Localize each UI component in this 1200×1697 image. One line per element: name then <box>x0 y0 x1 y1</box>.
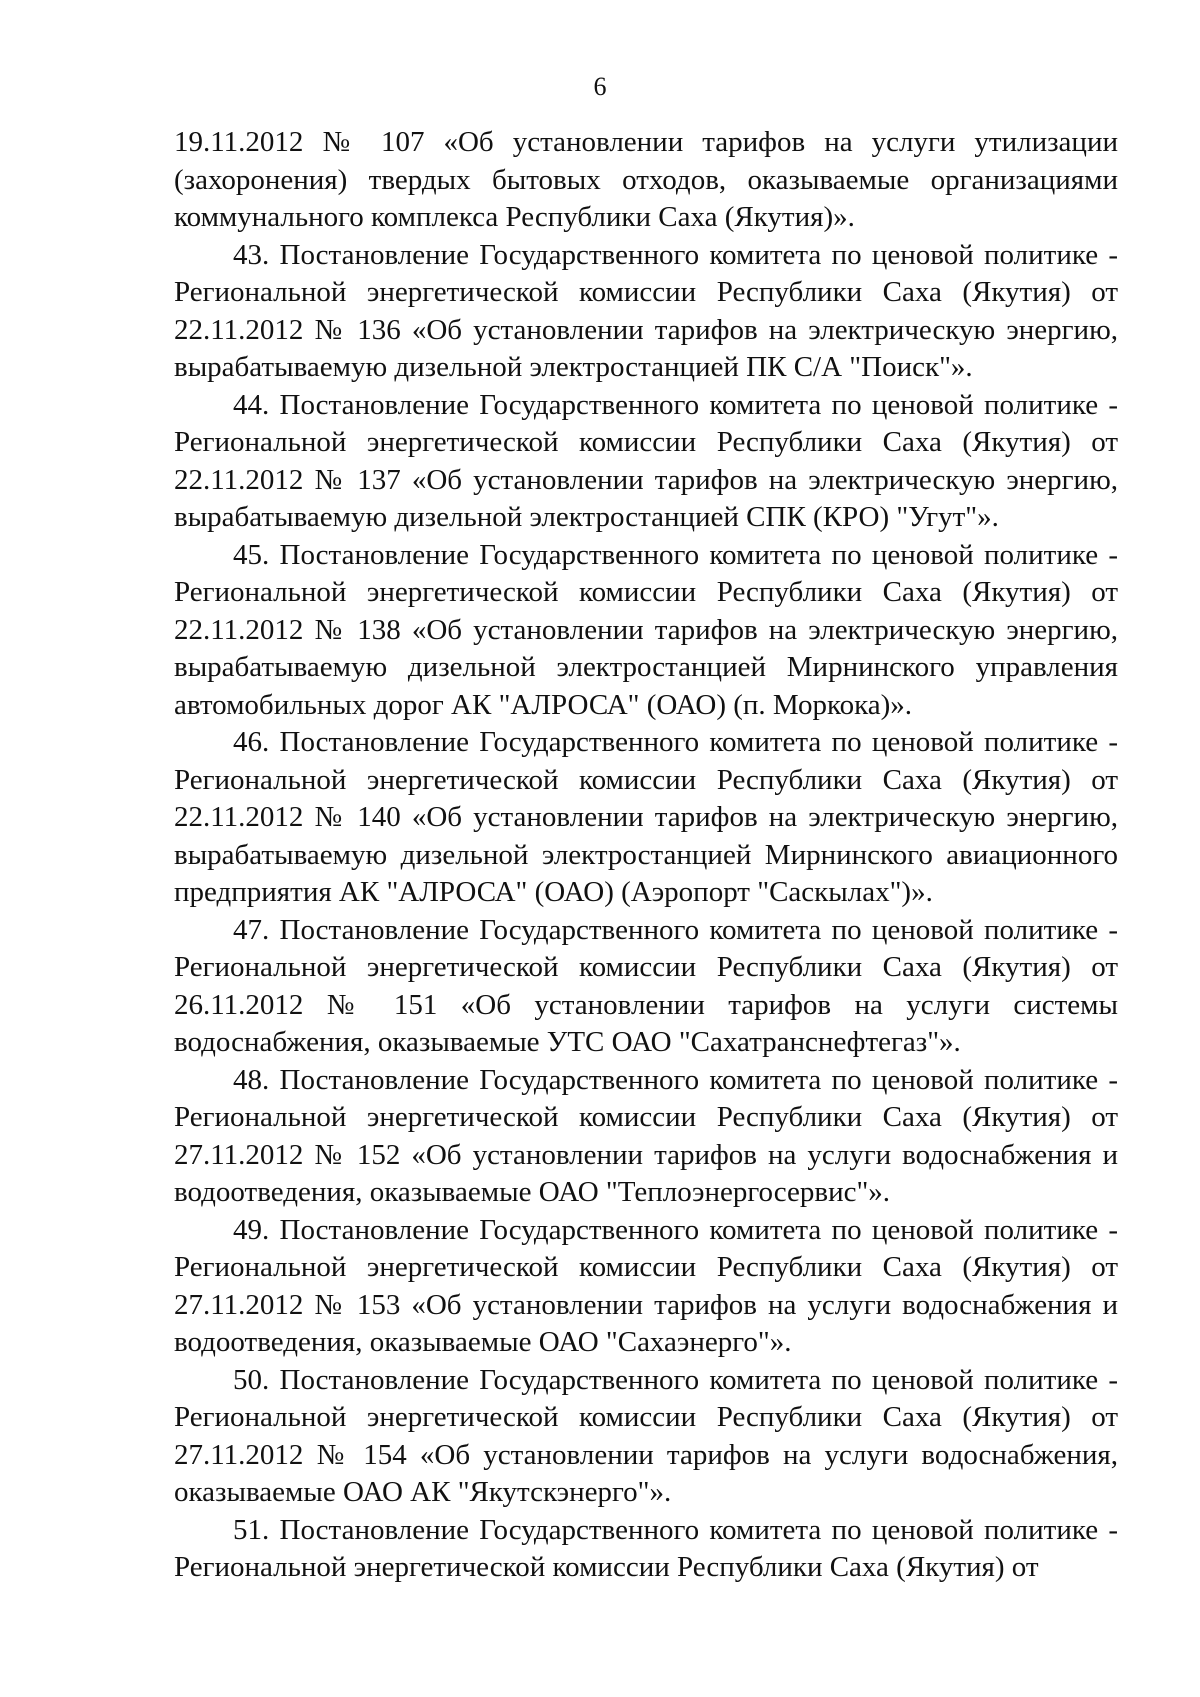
list-item-46: 46. Постановление Государственного комитета по ценовой политике - Региональной энергетической комиссии Республики Саха (Якутия) от 22.11.2012 № 140 «Об установлении тарифов на электрическую энергию, вырабатываемую дизельной электростанцией Мирнинского авиационного предприятия АК "АЛРОСА" (ОАО) (Аэропорт "Саскылах")». <box>174 726 1118 908</box>
list-item-43: 43. Постановление Государственного комитета по ценовой политике - Региональной энергетической комиссии Республики Саха (Якутия) от 22.11.2012 № 136 «Об установлении тарифов на электрическую энергию, вырабатываемую дизельной электростанцией ПК С/А "Поиск"». <box>174 238 1118 383</box>
list-item-49: 49. Постановление Государственного комитета по ценовой политике - Региональной энергетической комиссии Республики Саха (Якутия) от 27.11.2012 № 153 «Об установлении тарифов на услуги водоснабжения и водоотведения, оказываемые ОАО "Сахаэнерго"». <box>174 1213 1118 1358</box>
list-item-45: 45. Постановление Государственного комитета по ценовой политике - Региональной энергетической комиссии Республики Саха (Якутия) от 22.11.2012 № 138 «Об установлении тарифов на электрическую энергию, вырабатываемую дизельной электростанцией Мирнинского управления автомобильных дорог АК "АЛРОСА" (ОАО) (п. Моркока)». <box>174 538 1118 721</box>
list-item-47: 47. Постановление Государственного комитета по ценовой политике - Региональной энергетической комиссии Республики Саха (Якутия) от 26.11.2012 № 151 «Об установлении тарифов на услуги системы водоснабжения, оказываемые УТС ОАО "Сахатранснефтегаз"». <box>174 913 1118 1058</box>
document-body <box>174 124 1118 1587</box>
list-item-44: 44. Постановление Государственного комитета по ценовой политике - Региональной энергетической комиссии Республики Саха (Якутия) от 22.11.2012 № 137 «Об установлении тарифов на электрическую энергию, вырабатываемую дизельной электростанцией СПК (КРО) "Угут"». <box>174 388 1118 533</box>
page-number: 6 <box>593 72 607 101</box>
list-item-50: 50. Постановление Государственного комитета по ценовой политике - Региональной энергетической комиссии Республики Саха (Якутия) от 27.11.2012 № 154 «Об установлении тарифов на услуги водоснабжения, оказываемые ОАО АК "Якутскэнерго"». <box>174 1363 1118 1508</box>
list-item-48: 48. Постановление Государственного комитета по ценовой политике - Региональной энергетической комиссии Республики Саха (Якутия) от 27.11.2012 № 152 «Об установлении тарифов на услуги водоснабжения и водоотведения, оказываемые ОАО "Теплоэнергосервис"». <box>174 1063 1118 1208</box>
paragraph-continuation: 19.11.2012 № 107 «Об установлении тарифов на услуги утилизации (захоронения) твердых бытовых отходов, оказываемые организациями коммунального комплекса Республики Саха (Якутия)». <box>174 126 1118 233</box>
list-item-51: 51. Постановление Государственного комитета по ценовой политике - Региональной энергетической комиссии Республики Саха (Якутия) от <box>174 1513 1118 1583</box>
